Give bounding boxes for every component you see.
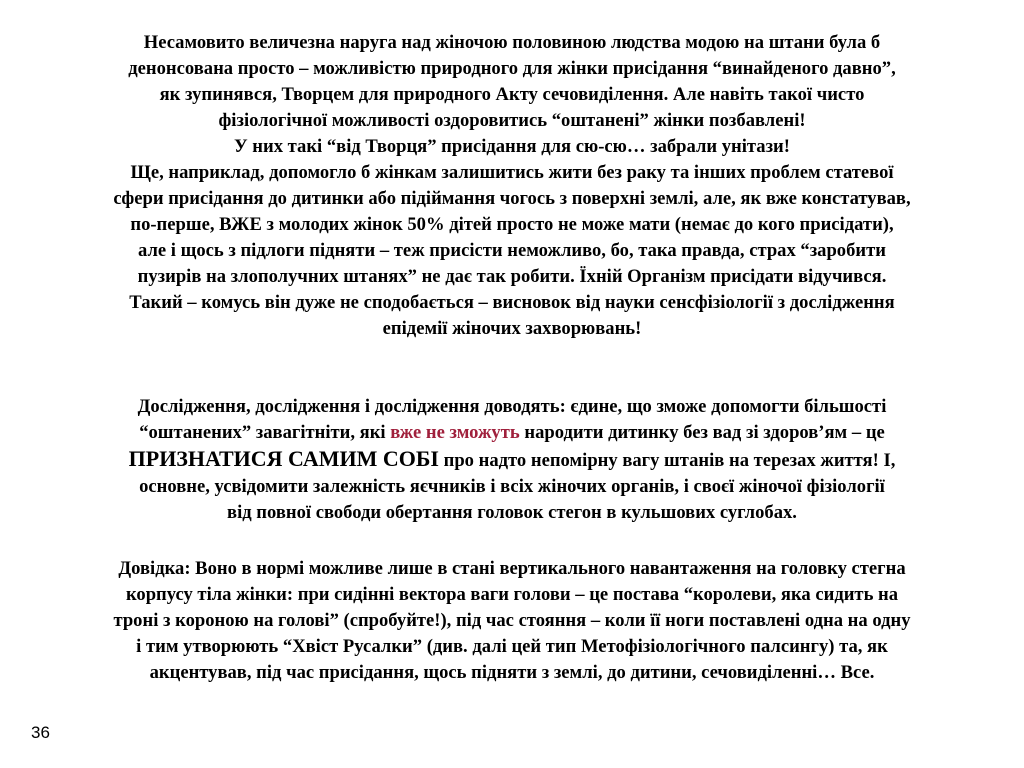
text-line: Такий – комусь він дуже не сподобається – висновок від науки сенсфізіології з дослідження	[129, 292, 895, 313]
text-line: сфери присідання до дитинки або підіймання чогось з поверхні землі, але, як вже констатував,	[113, 188, 911, 209]
text-line: Дослідження, дослідження і дослідження доводять: єдине, що зможе допомогти більшості	[137, 396, 887, 417]
text-line: У них такі “від Творця” присідання для сю-сю… забрали унітази!	[234, 136, 790, 157]
text-segment: про надто непомірну вагу штанів на терезах життя! І,	[438, 450, 896, 471]
text-line: корпусу тіла жінки: при сидінні вектора ваги голови – це постава “королеви, яка сидить на	[125, 584, 899, 605]
text-line: акцентував, під час присідання, щось підняти з землі, до дитини, сечовиділенні… Все.	[149, 662, 875, 683]
text-line: Ще, наприклад, допомогло б жінкам залишитись жити без раку та інших проблем статевої	[130, 162, 894, 183]
text-line: як зупинявся, Творцем для природного Акту сечовиділення. Але навіть такої чисто	[159, 84, 865, 105]
paragraph-introduction	[14, 30, 1010, 342]
text-segment: “оштанених” завагітніти, які	[139, 422, 391, 443]
text-line: Несамовито величезна наруга над жіночою половиною людства модою на штани була б	[143, 32, 881, 53]
text-segment: народити дитинку без вад зі здоров’ям – це	[519, 422, 885, 443]
text-line: Довідка: Воно в нормі можливе лише в стані вертикального навантаження на головку стегна	[118, 558, 906, 579]
text-line: основне, усвідомити залежність яєчників і всіх жіночих органів, і своєї жіночої фізіології	[139, 476, 885, 497]
text-line: пузирів на злополучних штанях” не дає так робити. Їхній Організм присідати відучився.	[137, 266, 887, 287]
text-line: але і щось з підлоги підняти – теж присісти неможливо, бо, така правда, страх “заробити	[138, 240, 886, 261]
paragraph-research	[14, 394, 1010, 526]
emphasized-phrase: ПРИЗНАТИСЯ САМИМ СОБІ	[128, 446, 439, 471]
text-line-with-emphasis	[14, 446, 1010, 474]
text-line: і тим утворюють “Хвіст Русалки” (див. далі цей тип Метофізіологічного палсингу) та, як	[136, 636, 888, 657]
paragraph-reference-note	[14, 556, 1010, 686]
text-line: по-перше, ВЖЕ з молодих жінок 50% дітей просто не може мати (немає до кого присідати),	[130, 214, 894, 235]
slide-number: 36	[31, 723, 50, 742]
text-line: троні з короною на голові” (спробуйте!), під час стояння – коли її ноги поставлені одна на одну	[113, 610, 911, 631]
text-line: від повної свободи обертання головок стегон в кульшових суглобах.	[227, 502, 797, 523]
text-line-with-highlight	[14, 420, 1010, 446]
text-line: фізіологічної можливості оздоровитись “оштанені” жінки позбавлені!	[218, 110, 806, 131]
text-line: денонсована просто – можливістю природного для жінки присідання “винайденого давно”,	[128, 58, 896, 79]
text-line: епідемії жіночих захворювань!	[382, 318, 642, 339]
highlighted-phrase: вже не зможуть	[390, 422, 520, 443]
